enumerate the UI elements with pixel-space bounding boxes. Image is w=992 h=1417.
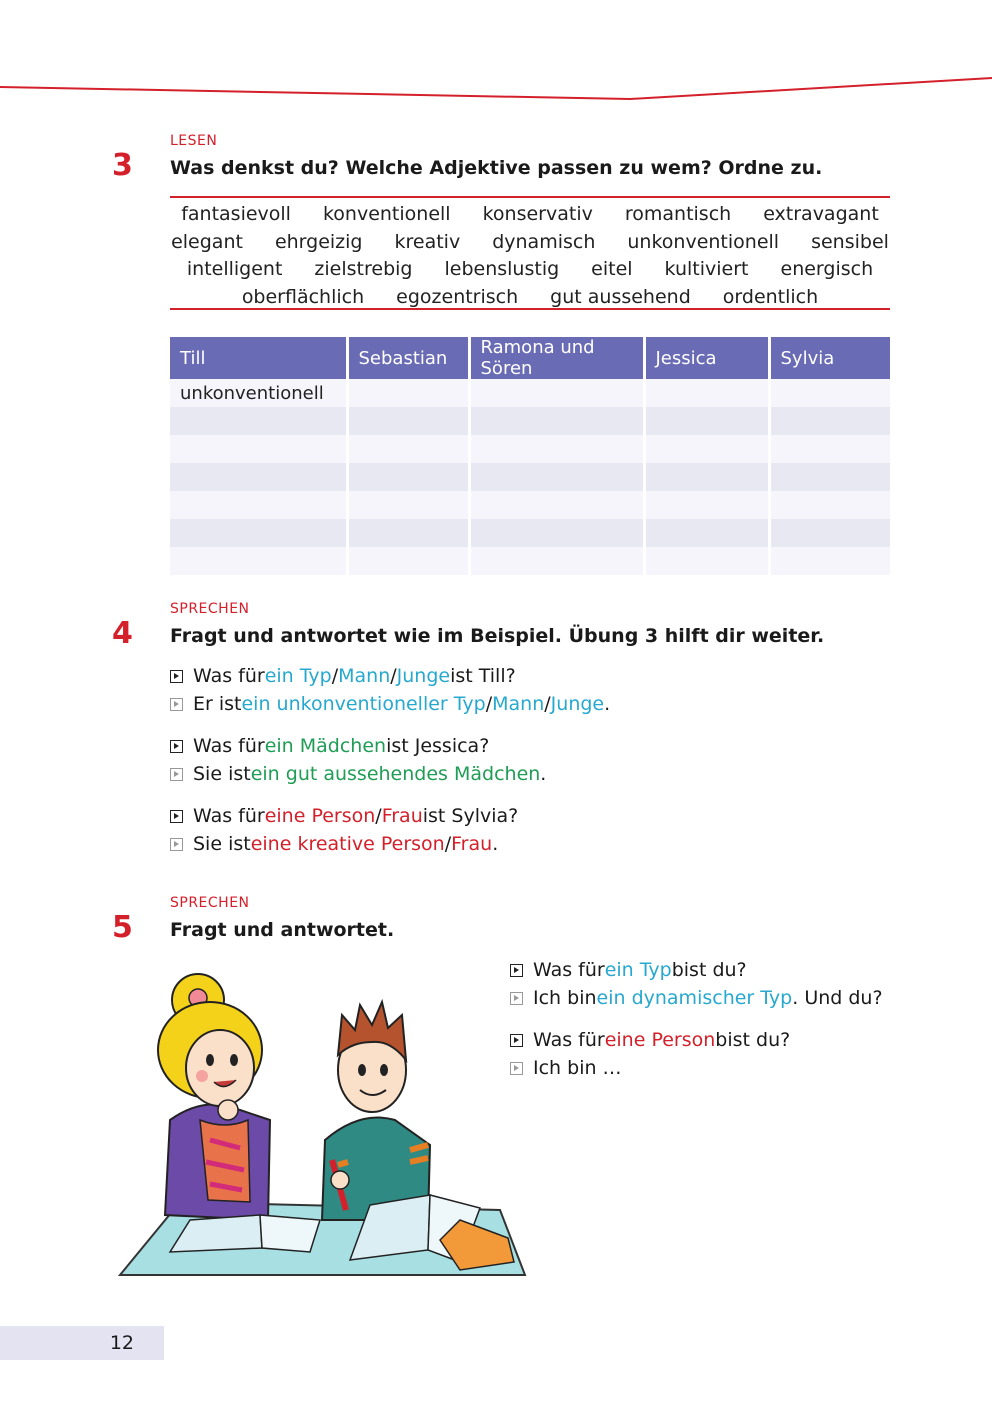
word: extravagant — [763, 203, 879, 225]
text: Er ist — [193, 693, 242, 715]
table-cell[interactable] — [469, 463, 644, 491]
highlight: ein dynamischer Typ — [596, 987, 793, 1009]
highlight: ein gut aussehendes Mädchen — [250, 763, 541, 785]
word-row — [170, 229, 890, 257]
question-line — [510, 956, 883, 984]
text: Was für — [533, 1029, 605, 1051]
highlight: eine Person — [264, 805, 376, 827]
ex4-number: 4 — [112, 616, 133, 651]
table-cell[interactable] — [769, 463, 890, 491]
slash: / — [375, 805, 382, 827]
col-header-jessica: Jessica — [644, 337, 769, 379]
slash: / — [390, 665, 397, 687]
table-row — [170, 519, 890, 547]
table-cell[interactable] — [769, 547, 890, 575]
question-line — [510, 1026, 790, 1054]
text: bist du? — [671, 959, 747, 981]
word: ordentlich — [722, 285, 819, 308]
word: kultiviert — [664, 258, 749, 280]
text: ist Till? — [450, 665, 516, 687]
highlight: Mann — [492, 693, 545, 715]
ex4-dialog-3 — [170, 802, 518, 858]
table-cell[interactable] — [170, 491, 347, 519]
table-row — [170, 547, 890, 575]
text: Ich bin … — [533, 1057, 622, 1079]
table-cell[interactable] — [644, 491, 769, 519]
top-divider-line — [0, 70, 992, 110]
text: . Und du? — [792, 987, 883, 1009]
slash: / — [331, 665, 339, 687]
answer-line — [170, 830, 518, 858]
table-header-row — [170, 337, 890, 379]
word: ehrgeizig — [274, 230, 363, 253]
ex4-category: SPRECHEN — [170, 601, 250, 617]
word: zielstrebig — [314, 258, 413, 280]
text: ist Sylvia? — [422, 805, 519, 827]
highlight: Junge — [550, 693, 605, 715]
word: gut aussehend — [550, 285, 691, 308]
table-cell[interactable] — [644, 463, 769, 491]
col-header-sylvia: Sylvia — [769, 337, 890, 379]
text: Ich bin — [533, 987, 597, 1009]
table-cell[interactable] — [469, 491, 644, 519]
table-cell[interactable] — [170, 463, 347, 491]
table-cell[interactable] — [347, 547, 469, 575]
ex5-title: Fragt und antwortet. — [170, 919, 395, 941]
table-cell[interactable] — [769, 379, 890, 407]
play-icon — [170, 740, 183, 753]
text: Sie ist — [193, 763, 251, 785]
play-icon — [170, 768, 183, 781]
word: unkonventionell — [627, 230, 780, 253]
text: . — [492, 833, 499, 855]
ex4-dialog-2 — [170, 732, 546, 788]
word-row — [170, 201, 890, 229]
ex3-number: 3 — [112, 148, 133, 183]
word-row — [170, 284, 890, 312]
table-cell[interactable] — [644, 379, 769, 407]
text: Was für — [533, 959, 605, 981]
word: kreativ — [394, 230, 461, 253]
ex5-category: SPRECHEN — [170, 895, 250, 911]
table-cell[interactable] — [170, 547, 347, 575]
play-icon — [170, 838, 183, 851]
table-row — [170, 379, 890, 407]
word: dynamisch — [492, 230, 596, 253]
highlight: Mann — [338, 665, 391, 687]
text: . — [604, 693, 611, 715]
question-line — [170, 802, 518, 830]
answer-line — [170, 690, 610, 718]
ex5-dialog-2 — [510, 1026, 790, 1082]
table-cell[interactable]: unkonventionell — [170, 379, 347, 407]
adjective-table — [170, 337, 890, 575]
word: sensibel — [811, 230, 889, 253]
play-icon — [170, 670, 183, 683]
word: egozentrisch — [396, 285, 519, 308]
col-header-sebastian: Sebastian — [347, 337, 469, 379]
text: Sie ist — [193, 833, 251, 855]
table-cell[interactable] — [644, 407, 769, 435]
table-cell[interactable] — [347, 379, 469, 407]
highlight: ein Mädchen — [264, 735, 387, 757]
word: konventionell — [322, 203, 451, 225]
table-cell[interactable] — [769, 519, 890, 547]
highlight: Junge — [396, 665, 451, 687]
col-header-till: Till — [170, 337, 347, 379]
ex4-title: Fragt und antwortet wie im Beispiel. Übung 3 hilft dir weiter. — [170, 625, 825, 647]
table-cell[interactable] — [469, 519, 644, 547]
highlight: ein unkonventioneller Typ — [241, 693, 486, 715]
answer-line — [510, 1054, 790, 1082]
table-cell[interactable] — [347, 463, 469, 491]
text: ist Jessica? — [386, 735, 490, 757]
ex5-number: 5 — [112, 910, 133, 945]
students-illustration — [110, 970, 530, 1282]
text: Was für — [193, 665, 265, 687]
text: . — [540, 763, 547, 785]
word: konservativ — [482, 203, 593, 225]
col-header-ramona-soeren: Ramona und Sören — [469, 337, 644, 379]
play-icon — [170, 698, 183, 711]
table-cell[interactable] — [769, 407, 890, 435]
answer-line — [170, 760, 546, 788]
table-cell[interactable] — [347, 519, 469, 547]
highlight: ein Typ — [264, 665, 332, 687]
table-cell[interactable] — [170, 519, 347, 547]
highlight: Frau — [381, 805, 423, 827]
ex5-dialog-1 — [510, 956, 883, 1012]
table-cell[interactable] — [644, 547, 769, 575]
table-cell[interactable] — [170, 407, 347, 435]
table-cell[interactable] — [469, 379, 644, 407]
word: romantisch — [624, 203, 732, 225]
text: Was für — [193, 805, 265, 827]
table-row — [170, 491, 890, 519]
slash: / — [444, 833, 452, 855]
table-cell[interactable] — [469, 435, 644, 463]
ex3-title: Was denkst du? Welche Adjektive passen zu wem? Ordne zu. — [170, 157, 823, 179]
word: elegant — [171, 230, 243, 253]
table-cell[interactable] — [769, 491, 890, 519]
table-cell[interactable] — [644, 435, 769, 463]
adjective-word-box — [170, 196, 890, 310]
word: eitel — [591, 258, 633, 280]
word-row — [170, 256, 890, 284]
word: energisch — [780, 258, 874, 280]
word: intelligent — [186, 258, 283, 280]
slash: / — [544, 693, 551, 715]
table-cell[interactable] — [469, 547, 644, 575]
ex4-dialog-1 — [170, 662, 610, 718]
text: Was für — [193, 735, 265, 757]
page-number: 12 — [0, 1326, 164, 1360]
table-cell[interactable] — [347, 435, 469, 463]
question-line — [170, 732, 546, 760]
table-cell[interactable] — [347, 491, 469, 519]
ex3-category: LESEN — [170, 133, 218, 149]
table-row — [170, 435, 890, 463]
play-icon — [170, 810, 183, 823]
highlight: Frau — [451, 833, 493, 855]
table-cell[interactable] — [644, 519, 769, 547]
highlight: eine kreative Person — [250, 833, 445, 855]
highlight: ein Typ — [604, 959, 672, 981]
table-cell[interactable] — [170, 435, 347, 463]
answer-line — [510, 984, 883, 1012]
word: oberflächlich — [241, 285, 365, 308]
text: bist du? — [715, 1029, 791, 1051]
word: lebenslustig — [444, 258, 560, 280]
table-row — [170, 463, 890, 491]
table-cell[interactable] — [469, 407, 644, 435]
table-cell[interactable] — [769, 435, 890, 463]
question-line — [170, 662, 610, 690]
highlight: eine Person — [604, 1029, 716, 1051]
table-cell[interactable] — [347, 407, 469, 435]
slash: / — [485, 693, 493, 715]
table-row — [170, 407, 890, 435]
word: fantasievoll — [181, 203, 291, 225]
